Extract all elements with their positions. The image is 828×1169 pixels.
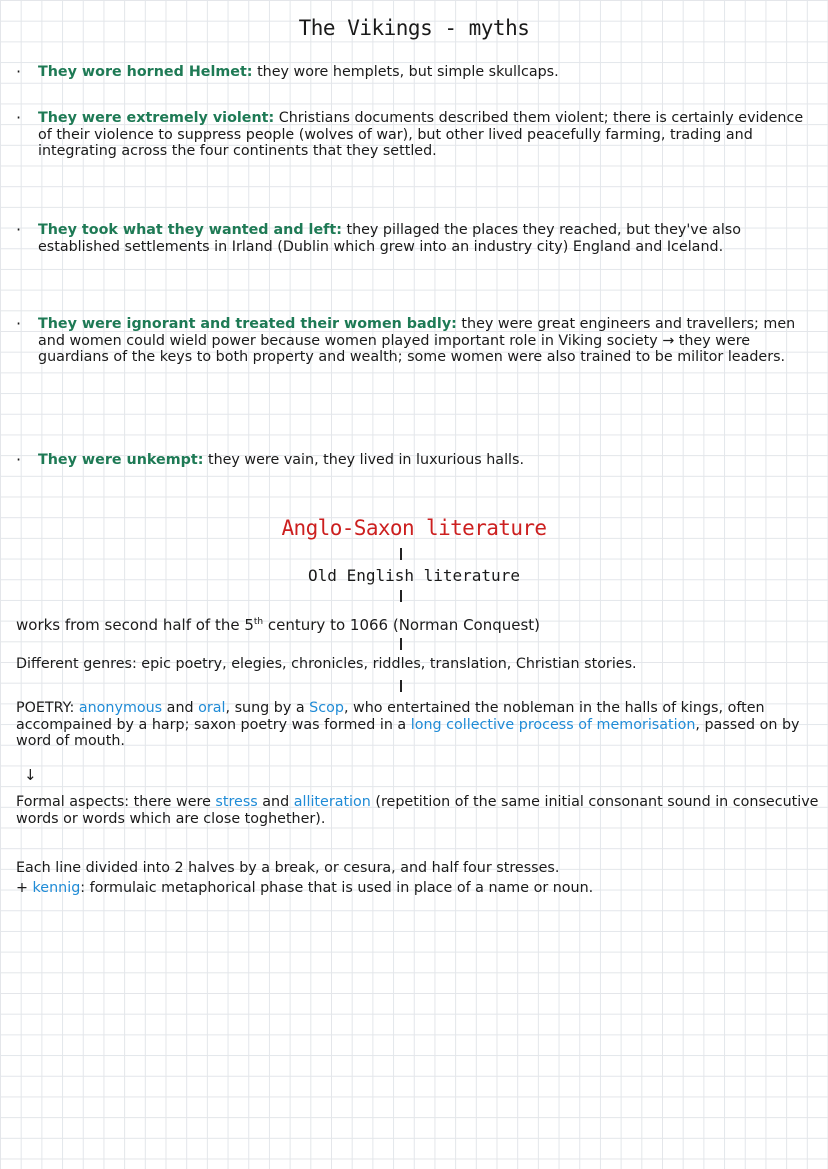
bullet-dot: · [16,450,22,469]
myth-heading: They wore horned Helmet: [38,64,253,80]
myth-item [16,316,816,366]
formal-aspects [16,794,821,827]
bullet-dot: · [16,62,22,81]
connector-line [400,638,402,650]
keyword-kenning: kennig [32,880,81,896]
connector-line [400,680,402,692]
myth-body: they were vain, they lived in luxurious halls. [203,452,525,468]
kenning-text: : formulaic metaphorical phase that is used in place of a name or noun. [80,880,594,896]
poetry-paragraph [16,700,821,750]
keyword-alliteration: alliteration [293,794,371,810]
keyword-scop: Scop [309,700,344,716]
poetry-text: , who entertained the nobleman in the halls of kings, often accompained by a harp; saxon poetry was formed in a [16,700,765,733]
poetry-text: , sung by a [225,700,310,716]
formal-text: Formal aspects: there were [16,794,216,810]
poetry-label: POETRY: [16,700,79,716]
myth-body: they were great engineers and travellers; men and women could wield power because women played important role in Viking society → they were guardians of the keys to both property and wealth; some women were also trained to be militor leaders. [38,316,796,365]
myth-body: Christians documents described them violent; there is certainly evidence of their violence to suppress people (wolves of war), but other lived peacefully farming, trading and integrating across the four continents that they settled. [38,110,804,159]
myth-text [38,452,816,469]
myth-text [38,110,816,160]
myth-item [16,64,816,81]
myth-item [16,452,816,469]
kenning-note [16,880,821,897]
connector-line [400,590,402,602]
myth-heading: They took what they wanted and left: [38,222,342,238]
myth-text [38,64,816,81]
subtitle: Old English literature [308,566,520,585]
formal-text: (repetition of the same initial consonant sound in consecutive words or words which are close toghether). [16,794,819,827]
keyword-memorisation: long collective process of memorisation [410,716,696,733]
works-text: works from second half of the 5 [16,616,254,634]
myth-body: they wore hemplets, but simple skullcaps. [252,64,559,80]
works-sup: th [253,617,264,627]
keyword-stress: stress [215,794,258,810]
myth-heading: They were unkempt: [38,452,204,468]
down-arrow-icon: ↓ [24,766,37,784]
myth-heading: They were ignorant and treated their women badly: [38,316,457,332]
plus-sign: + [16,880,33,896]
keyword-anonymous: anonymous [78,700,163,716]
works-period [16,614,821,634]
bullet-dot: · [16,314,22,333]
bullet-dot: · [16,220,22,239]
genres: Different genres: epic poetry, elegies, chronicles, riddles, translation, Christian stories. [16,656,637,672]
poetry-text: and [162,700,199,716]
myth-item [16,110,816,160]
section-title: Anglo-Saxon literature [281,516,547,540]
line-structure: Each line divided into 2 halves by a break, or cesura, and half four stresses. [16,860,560,876]
keyword-oral: oral [198,700,226,716]
page-title: The Vikings - myths [298,16,530,40]
connector-line [400,548,402,560]
myth-text [38,222,816,255]
formal-text: and [257,794,294,810]
poetry-text: , passed on by word of mouth. [16,716,800,749]
myth-item [16,222,816,255]
myth-body: they pillaged the places they reached, but they've also established settlements in Irland (Dublin which grew into an industry city) England and Iceland. [38,222,741,255]
bullet-dot: · [16,108,22,127]
myth-heading: They were extremely violent: [38,110,275,126]
myth-text [38,316,816,366]
works-text-end: century to 1066 (Norman Conquest) [263,616,541,634]
